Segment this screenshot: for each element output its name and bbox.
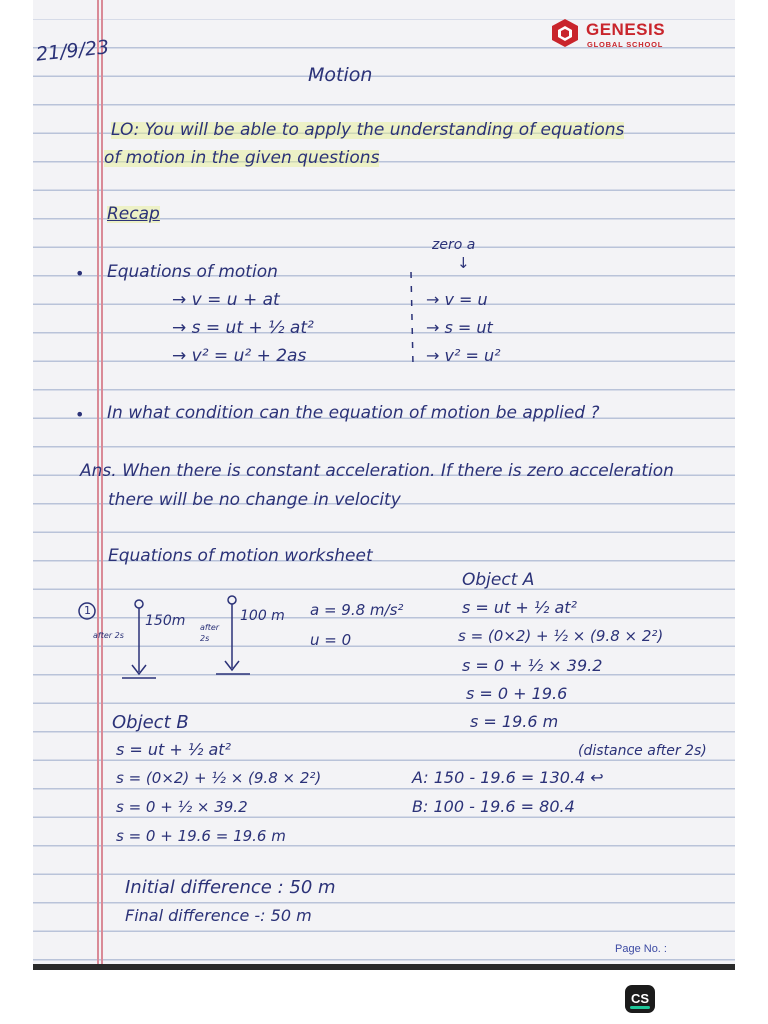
answer-line-2: there will be no change in velocity: [108, 490, 401, 510]
equation-3: → v² = u² + 2as: [172, 346, 307, 366]
logo-name: GENESIS: [586, 20, 666, 39]
page-number-label: Page No. :: [615, 943, 667, 955]
recap-heading: Recap: [107, 204, 160, 224]
camscanner-bar: [630, 1006, 650, 1009]
object-b-step-3: s = 0 + ½ × 39.2: [116, 798, 248, 816]
object-b-heading: Object B: [112, 712, 189, 733]
height-a: 150m: [145, 613, 186, 629]
after-label-a: after 2s: [93, 631, 124, 640]
object-a-result: s = 19.6 m: [470, 712, 559, 731]
object-a-ball: [135, 600, 143, 608]
object-b-step-4: s = 0 + 19.6 = 19.6 m: [116, 827, 286, 845]
lo-line-2: of motion in the given questions: [104, 148, 380, 168]
object-a-step-2: s = (0×2) + ½ × (9.8 × 2²): [458, 627, 664, 645]
question-text: In what condition can the equation of motion be applied ?: [107, 403, 600, 423]
logo-subtitle: GLOBAL SCHOOL: [587, 40, 664, 49]
object-b-step-2: s = (0×2) + ½ × (9.8 × 2²): [116, 769, 322, 787]
initial-difference: Initial difference : 50 m: [125, 877, 336, 898]
object-b-ball: [228, 596, 236, 604]
object-a-step-1: s = ut + ½ at²: [462, 598, 577, 617]
bullet-icon: •: [75, 264, 85, 283]
camscanner-label: CS: [630, 991, 650, 1006]
height-b: 100 m: [240, 608, 285, 624]
equation-2: → s = ut + ½ at²: [172, 318, 314, 338]
result-a: A: 150 - 19.6 = 130.4 ↩: [412, 768, 604, 787]
object-a-step-4: s = 0 + 19.6: [466, 684, 568, 703]
final-difference: Final difference -: 50 m: [125, 906, 312, 925]
bullet-icon: •: [75, 405, 85, 424]
equation-1: → v = u + at: [172, 290, 280, 310]
object-b-step-1: s = ut + ½ at²: [116, 740, 231, 759]
page-title: Motion: [308, 64, 373, 86]
lo-line-1: LO: You will be able to apply the understanding of equations: [111, 120, 625, 140]
question-number: 1: [84, 604, 91, 617]
after-label-b: after 2s: [200, 623, 220, 643]
distance-note: (distance after 2s): [578, 743, 707, 759]
zero-a-equation-2: → s = ut: [426, 318, 493, 337]
equations-heading: Equations of motion: [107, 262, 278, 282]
worksheet-heading: Equations of motion worksheet: [108, 546, 373, 566]
zero-a-equation-3: → v² = u²: [426, 346, 501, 365]
date: 21/9/23: [34, 36, 111, 66]
zero-a-equation-1: → v = u: [426, 290, 488, 309]
answer-line-1: Ans. When there is constant acceleration. If there is zero acceleration: [80, 461, 674, 481]
object-a-heading: Object A: [462, 570, 535, 590]
given-initial-velocity: u = 0: [310, 631, 352, 649]
camscanner-badge: [625, 985, 655, 1013]
object-a-step-3: s = 0 + ½ × 39.2: [462, 656, 603, 675]
arrow-down-icon: ↓: [457, 254, 470, 272]
result-b: B: 100 - 19.6 = 80.4: [412, 797, 575, 816]
zero-a-label: zero a: [432, 237, 476, 253]
given-acceleration: a = 9.8 m/s²: [310, 601, 404, 619]
